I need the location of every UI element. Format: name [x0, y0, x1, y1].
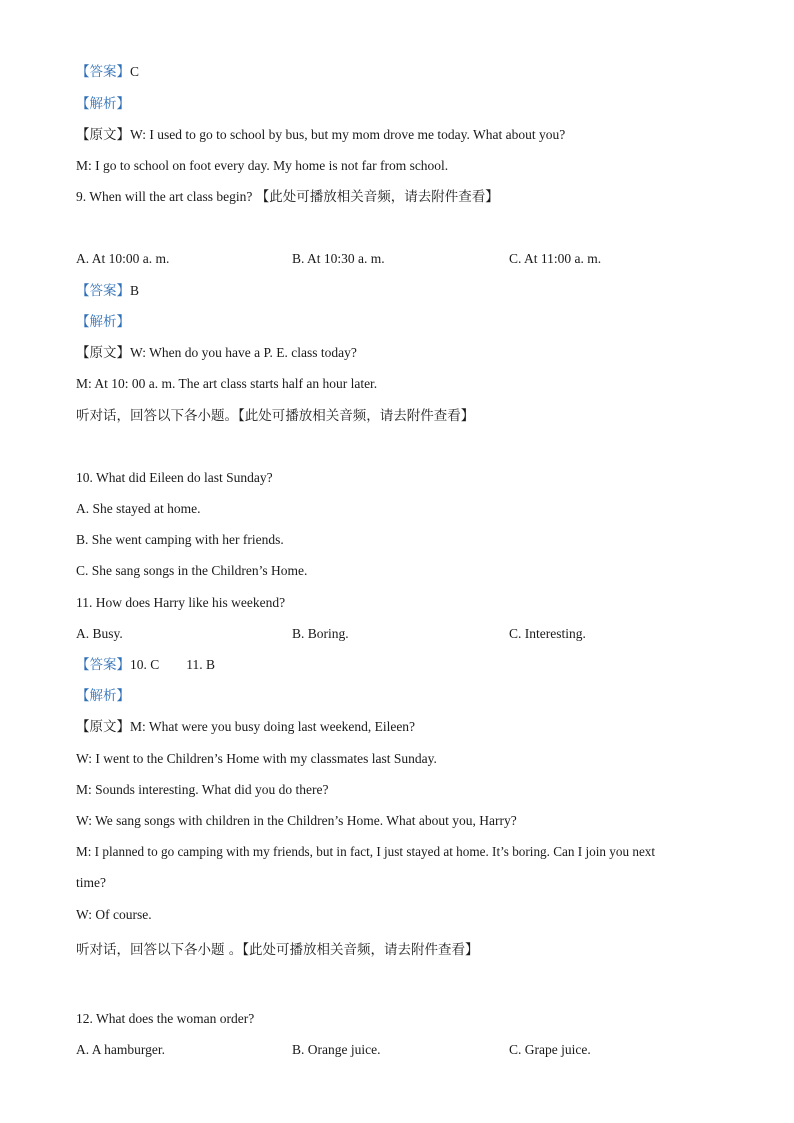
answer-8 [76, 63, 139, 81]
transcript-9 [76, 344, 357, 362]
q12-option-a: A. A hamburger. [76, 1042, 165, 1057]
dialogue-line-4: M: I planned to go camping with my friends, but in fact, I just stayed at home. It’s boring. Can I join you next [76, 844, 656, 859]
q9-option-b: B. At 10:30 a. m. [292, 251, 385, 266]
transcript-text: M: What were you busy doing last weekend, Eileen? [130, 719, 416, 734]
answer-value: C [130, 64, 140, 79]
q11-option-b: B. Boring. [292, 626, 349, 641]
q10-option-b: B. She went camping with her friends. [76, 532, 284, 547]
dialogue-line-5: W: Of course. [76, 907, 152, 922]
question-11: 11. How does Harry like his weekend? [76, 595, 286, 610]
q12-option-c: C. Grape juice. [509, 1042, 591, 1057]
transcript-tag: 【原文】 [76, 127, 130, 143]
answer-value: B [130, 283, 140, 298]
dialogue-line-1: W: I went to the Children’s Home with my classmates last Sunday. [76, 751, 437, 766]
analysis-8 [76, 95, 130, 113]
question-10: 10. What did Eileen do last Sunday? [76, 470, 273, 485]
analysis-tag: 【解析】 [76, 314, 130, 330]
transcript-9-line2: M: At 10: 00 a. m. The art class starts half an hour later. [76, 376, 378, 391]
dialogue-line-2: M: Sounds interesting. What did you do there? [76, 782, 329, 797]
q11-option-c: C. Interesting. [509, 626, 586, 641]
analysis-9 [76, 313, 130, 331]
q11-option-a: A. Busy. [76, 626, 123, 641]
q10-option-c: C. She sang songs in the Children’s Home. [76, 563, 308, 578]
answer-10-11 [76, 656, 215, 674]
question-12: 12. What does the woman order? [76, 1011, 255, 1026]
dialogue-line-3: W: We sang songs with children in the Children’s Home. What about you, Harry? [76, 813, 517, 828]
transcript-text: W: When do you have a P. E. class today? [130, 345, 357, 360]
q10-option-a: A. She stayed at home. [76, 501, 201, 516]
transcript-8 [76, 126, 565, 144]
question-text: 9. When will the art class begin? [76, 189, 256, 204]
answer-tag: 【答案】 [76, 64, 130, 80]
analysis-tag: 【解析】 [76, 96, 130, 112]
q12-option-b: B. Orange juice. [292, 1042, 381, 1057]
dialogue-line-4-cont: time? [76, 875, 106, 890]
audio-note: 【此处可播放相关音频，请去附件查看】 [255, 189, 499, 205]
transcript-10-11 [76, 718, 415, 736]
q9-option-a: A. At 10:00 a. m. [76, 251, 170, 266]
transcript-tag: 【原文】 [76, 719, 130, 735]
transcript-text: W: I used to go to school by bus, but my mom drove me today. What about you? [130, 127, 566, 142]
listen-instruction-1: 听对话，回答以下各小题。【此处可播放相关音频，请去附件查看】 [76, 408, 475, 424]
analysis-tag: 【解析】 [76, 688, 130, 704]
transcript-tag: 【原文】 [76, 345, 130, 361]
answer-tag: 【答案】 [76, 657, 130, 673]
answer-tag: 【答案】 [76, 283, 130, 299]
transcript-8-line2: M: I go to school on foot every day. My home is not far from school. [76, 158, 449, 173]
q9-option-c: C. At 11:00 a. m. [509, 251, 602, 266]
analysis-10-11 [76, 687, 130, 705]
answer-9 [76, 282, 139, 300]
question-9 [76, 188, 499, 206]
listen-instruction-2: 听对话，回答以下各小题 。【此处可播放相关音频，请去附件查看】 [76, 942, 479, 958]
answer-value: 10. C 11. B [130, 657, 216, 672]
